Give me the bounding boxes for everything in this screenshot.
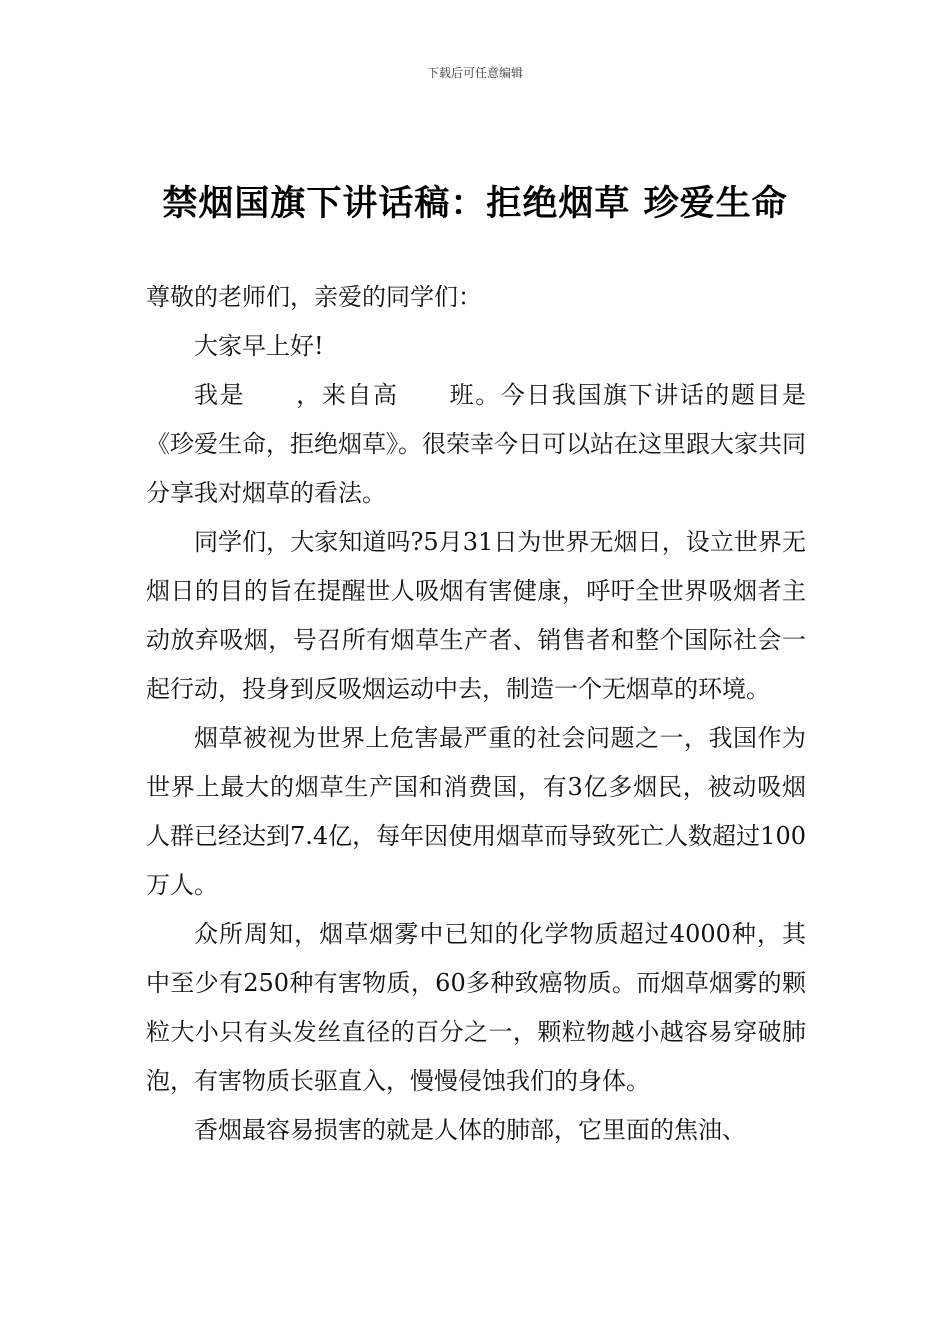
document-body	[146, 273, 806, 1155]
paragraph-tobacco-statistics: 烟草被视为世界上危害最严重的社会问题之一，我国作为世界上最大的烟草生产国和消费国，有3亿多烟民，被动吸烟人群已经达到7.4亿，每年因使用烟草而导致死亡人数超过100万人。	[146, 724, 806, 899]
paragraph-greeting: 大家早上好!	[194, 332, 324, 360]
paragraph-chemical-substances: 众所周知，烟草烟雾中已知的化学物质超过4000种，其中至少有250种有害物质，60多种致癌物质。而烟草烟雾的颗粒大小只有头发丝直径的百分之一，颗粒物越小越容易穿破肺泡，有害物质长驱直入，慢慢侵蚀我们的身体。	[146, 920, 806, 1095]
paragraph-intro: 我是 ，来自高 班。今日我国旗下讲话的题目是《珍爱生命，拒绝烟草》。很荣幸今日可以站在这里跟大家共同分享我对烟草的看法。	[146, 381, 806, 507]
paragraph-lung-damage: 香烟最容易损害的就是人体的肺部，它里面的焦油、	[194, 1116, 746, 1144]
document-title: 禁烟国旗下讲话稿：拒绝烟草 珍爱生命	[162, 184, 788, 224]
page-header-note: 下载后可任意编辑	[426, 66, 523, 80]
salutation: 尊敬的老师们，亲爱的同学们：	[146, 283, 482, 311]
paragraph-world-no-tobacco-day: 同学们，大家知道吗?5月31日为世界无烟日，设立世界无烟日的目的旨在提醒世人吸烟有害健康，呼吁全世界吸烟者主动放弃吸烟，号召所有烟草生产者、销售者和整个国际社会一起行动，投身到反吸烟运动中去，制造一个无烟草的环境。	[146, 528, 806, 703]
